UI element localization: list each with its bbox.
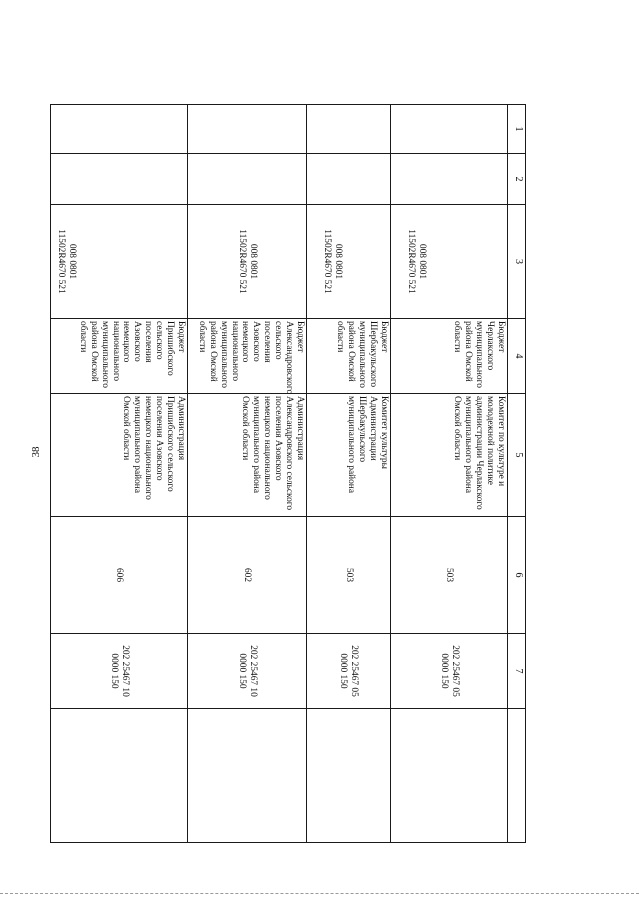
table-cell-number: 503 xyxy=(391,517,508,634)
table-cell-number: 602 xyxy=(188,517,307,634)
table-cell-code: 008 0801 11502R4670 521 xyxy=(391,205,508,319)
table-cell-empty xyxy=(188,154,307,205)
header-cell-1: 1 xyxy=(508,105,526,154)
table-cell-kbk: 202 25467 10 0000 150 xyxy=(188,634,307,709)
table-row xyxy=(307,105,391,843)
table-cell-empty xyxy=(51,105,188,154)
table-cell-administrator: Комитет культуры Администрации Шербакульского муниципального района xyxy=(307,394,391,517)
table-header-row xyxy=(508,105,526,843)
table-cell-empty xyxy=(307,154,391,205)
header-cell-6: 6 xyxy=(508,517,526,634)
table-row xyxy=(188,105,307,843)
rotated-table-wrapper xyxy=(55,104,526,841)
table-cell-administrator: Комитет по культуре и молодежной политике администрации Черлакского муниципального района Омской области xyxy=(391,394,508,517)
header-cell-empty xyxy=(508,709,526,843)
header-cell-4: 4 xyxy=(508,319,526,394)
budget-table xyxy=(50,104,526,843)
table-cell-empty xyxy=(391,709,508,843)
table-cell-budget: Бюджет Черлакского муниципального района Омской области xyxy=(391,319,508,394)
table-cell-kbk: 202 25467 05 0000 150 xyxy=(391,634,508,709)
table-cell-number: 606 xyxy=(51,517,188,634)
scan-edge-line xyxy=(0,893,639,895)
table-cell-code: 008 0801 11502R4670 521 xyxy=(307,205,391,319)
table-row xyxy=(391,105,508,843)
table-cell-budget: Бюджет Шербакульского муниципального района Омской области xyxy=(307,319,391,394)
table-cell-empty xyxy=(307,105,391,154)
table-cell-empty xyxy=(391,105,508,154)
table-cell-empty xyxy=(391,154,508,205)
table-cell-administrator: Администрация Александровского сельского поселения Азовского немецкого национального муниципального района Омской области xyxy=(188,394,307,517)
table-cell-code: 008 0801 11502R4670 521 xyxy=(51,205,188,319)
table-cell-empty xyxy=(188,105,307,154)
table-row xyxy=(51,105,188,843)
header-cell-7: 7 xyxy=(508,634,526,709)
table-cell-kbk: 202 25467 10 0000 150 xyxy=(51,634,188,709)
header-cell-3: 3 xyxy=(508,205,526,319)
table-cell-empty xyxy=(307,709,391,843)
table-cell-empty xyxy=(51,709,188,843)
table-cell-budget: Бюджет Александровского сельского поселения Азовского немецкого национального муниципального района Омской области xyxy=(188,319,307,394)
page-number: 38 xyxy=(30,446,42,458)
table-cell-code: 008 0801 11502R4670 521 xyxy=(188,205,307,319)
table-cell-kbk: 202 25467 05 0000 150 xyxy=(307,634,391,709)
header-cell-2: 2 xyxy=(508,154,526,205)
header-cell-5: 5 xyxy=(508,394,526,517)
table-cell-empty xyxy=(188,709,307,843)
table-cell-empty xyxy=(51,154,188,205)
table-cell-budget: Бюджет Пришибского сельского поселения Азовского немецкого национального муниципального района Омской области xyxy=(51,319,188,394)
table-cell-number: 503 xyxy=(307,517,391,634)
table-cell-administrator: Администрация Пришибского сельского поселения Азовского немецкого национального муниципального района Омской области xyxy=(51,394,188,517)
